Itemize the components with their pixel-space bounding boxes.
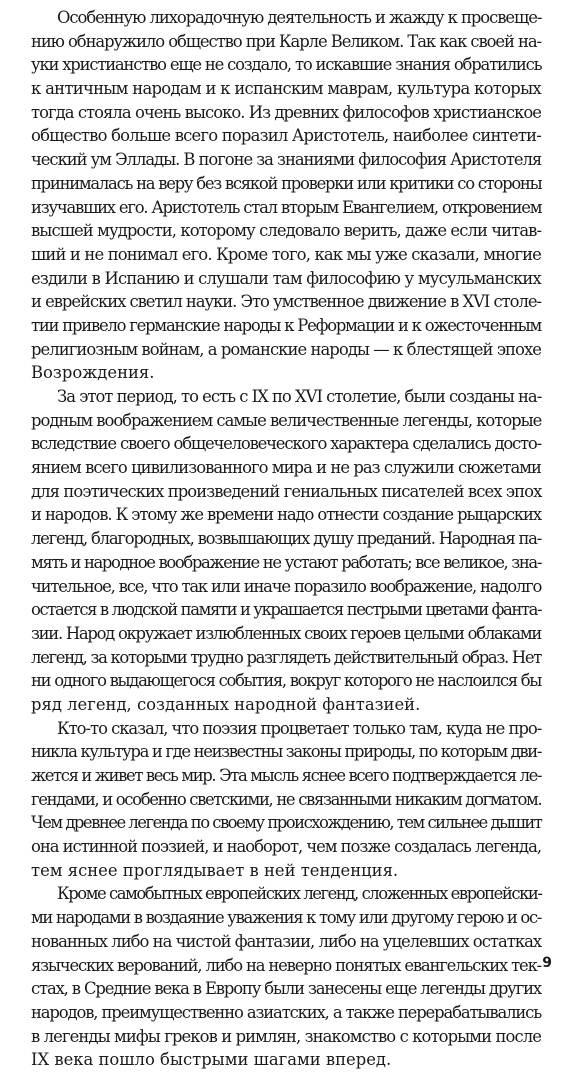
text-line: Кто-то сказал, что поэзия процветает только там, куда не про- [57, 718, 542, 738]
text-line: легенд, за которыми трудно разглядеть действительный образ. Нет [31, 647, 541, 667]
text-line: Кроме самобытных европейских легенд, сложенных европейски- [57, 884, 542, 904]
paragraph [31, 882, 541, 1072]
text-line: никла культура и где неизвестны законы природы, по которым дви- [31, 742, 542, 762]
text-line: мять и народное воображение не устают работать; все великое, зна- [31, 552, 541, 572]
text-line: в легенды мифы греков и римлян, знакомство с которыми после [31, 1026, 541, 1046]
text-line: чительное, все, что так или иначе поразило воображение, надолго [31, 576, 542, 596]
text-line: жется и живет весь мир. Эта мысль яснее всего подтверждается ле- [31, 766, 542, 785]
text-line: Возрождения. [31, 363, 155, 383]
text-line: народов, преимущественно азиатских, а также перерабатывались [31, 1002, 541, 1022]
text-line: ни одного выдающегося события, вокруг которого не наслоился бы [31, 671, 542, 691]
text-line: и народов. К этому же времени надо отнести создание рыцарских [31, 505, 541, 525]
text-line: религиозным войнам, а романские народы — к блестящей эпохе [31, 339, 541, 359]
text-line: легенд, благородных, возвышающих душу преданий. Народная па- [31, 529, 541, 549]
text-line: стах, в Средние века в Европу были занесены еще легенды других [31, 979, 541, 999]
text-line: для поэтических произведений гениальных писателей всех эпох [31, 481, 542, 501]
text-line: нованных либо на чистой фантазии, либо на уцелевших остатках [31, 931, 542, 951]
text-line: гендами, и особенно светскими, не связанными никаким догматом. [31, 789, 542, 809]
text-line: родным воображением самые величественные легенды, которые [31, 410, 542, 430]
text-line: высшей мудрости, которому следовало верить, даже если читав- [31, 221, 542, 241]
text-line: ший и не понимал его. Кроме того, как мы уже сказали, многие [31, 244, 541, 264]
text-line: тем яснее проглядывает в ней тенденция. [31, 860, 399, 880]
paragraph [31, 717, 541, 883]
paragraph [31, 385, 541, 717]
page-number: 9 [542, 955, 552, 971]
text-line: изучавших его. Аристотель стал вторым Евангелием, откровением [31, 197, 542, 217]
text-line: янием всего цивилизованного мира и не раз служили сюжетами [31, 458, 541, 478]
text-line: тии привело германские народы к Реформации и к ожесточенным [31, 315, 541, 335]
text-line: к античным народам и к испанским маврам, культура которых [31, 79, 541, 99]
text-line: тогда стояла очень высоко. Из древних философов христианское [31, 102, 541, 122]
text-line: ческий ум Эллады. В погоне за знаниями философия Аристотеля [31, 150, 542, 170]
text-line: принималась на веру без всякой проверки или критики со стороны [31, 173, 542, 193]
text-line: Особенную лихорадочную деятельность и жажду к просвеще- [57, 8, 542, 27]
text-line: За этот период, то есть с IX по XVI столетие, были созданы на- [57, 387, 542, 406]
text-line: ми народами в воздаяние уважения к тому или другому герою и ос- [31, 908, 541, 928]
text-line: остается в людской памяти и украшается пестрыми цветами фанта- [31, 600, 542, 620]
text-line: ряд легенд, созданных народной фантазией. [31, 694, 421, 714]
text-line: и еврейских светил науки. Это умственное движение в XVI столе- [31, 292, 541, 312]
text-line: нию обнаружило общество при Карле Великом. Так как своей на- [31, 31, 541, 51]
paragraph [31, 6, 541, 385]
text-line: языческих верований, либо на неверно понятых евангельских тек- [31, 955, 541, 975]
text-line: ездили в Испанию и слушали там философию у мусульманских [31, 268, 541, 288]
text-line: вследствие своего общечеловеческого характера сделались досто- [31, 434, 541, 454]
body-text [31, 6, 541, 1072]
text-line: общество больше всего поразил Аристотель, наиболее синтети- [31, 126, 541, 146]
text-line: уки христианство еще не создало, то искавшие знания обратились [31, 55, 542, 75]
text-line: Чем древнее легенда по своему происхождению, тем сильнее дышит [31, 813, 542, 833]
text-line: IX века пошло быстрыми шагами вперед. [31, 1050, 392, 1070]
text-line: зии. Народ окружает излюбленных своих героев целыми облаками [31, 623, 541, 643]
text-line: она истинной поэзией, и наоборот, чем позже создалась легенда, [31, 837, 541, 857]
